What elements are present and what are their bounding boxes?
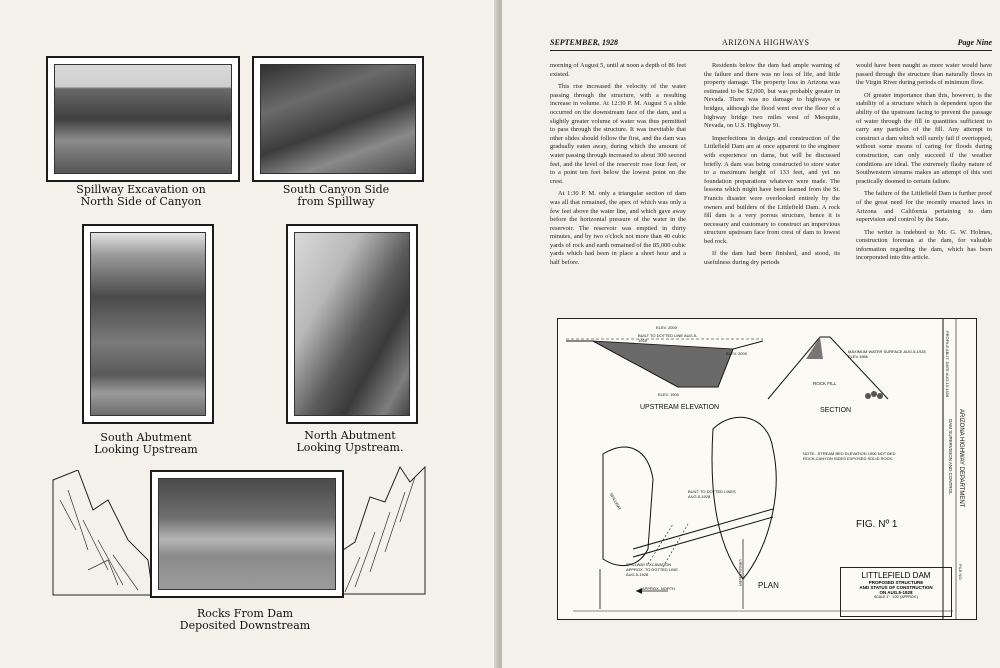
built-to-dotted-label: BUILT TO DOTTED LINE AUG.5-1928 — [638, 333, 698, 343]
spillway-excavation-label: SPILLWAY EXCAVATION APPROX. TO DOTTED LINE AUG.5-1928 — [626, 562, 678, 577]
drawing-subtitle-1: PROPOSED STRUCTURE — [868, 580, 924, 585]
paragraph: At 1:30 P. M. only a triangular section of dam was all that remained, the apex of which was only a few feet above the water line, and which gave away before the horizontal pressure of the water in the reservoir. The reservoir was emptied in thirty minutes, and by two o'clock not more than 40 cubic yards of rock and earth remained of the 85,000 cubic yards which had been in place a short hour and a half before. — [550, 190, 686, 267]
header-magazine: ARIZONA HIGHWAYS — [722, 38, 810, 47]
paragraph: The writer is indebted to Mr. G. W. Holmes, construction foreman at the dam, for valuable information regarding the dam, which has been incorporated into this article. — [856, 228, 992, 262]
department-label: ARIZONA HIGHWAY DEPARTMENT — [958, 409, 964, 508]
article-column-2 — [704, 62, 840, 272]
paragraph: The failure of the Littlefield Dam is further proof of the great need for the recently enacted laws in Arizona and California pertaining to dam supervision and control by the State. — [856, 190, 992, 224]
paragraph: Imperfections in design and construction of the Littlefield Dam are at once apparent to the engineer with experience on dams, but will be discussed briefly. A dam was being constructed to store water to a maximum height of 133 feet, and yet no foundation preparations whatever were made. The lessons which might have been learned from the St. Francis disaster were overlooked entirely by the owners and builders of the Littlefield Dam. A rock fill dam is a very porous structure, hence it is necessary and customary to construct an impervious structure upstream face from crest of dam to lowest bed rock. — [704, 134, 840, 245]
photo-north-abutment — [286, 224, 418, 424]
profile-side-note: PROFILE ABUT. DATE AUG.15-1928 — [945, 331, 950, 398]
caption-spillway — [46, 184, 236, 208]
virgin-river-label: VIRGIN RIVER — [738, 559, 743, 587]
file-number-label: FILE NO. — [958, 564, 963, 581]
page-header — [550, 38, 992, 51]
caption-line: North Abutment — [304, 429, 396, 442]
article-column-3 — [856, 62, 992, 267]
paragraph: morning of August 5, until at noon a depth of 86 feet existed. — [550, 62, 686, 78]
caption-line: Rocks From Dam — [196, 607, 294, 620]
paragraph: Of greater importance than this, however, is the stability of a structure which is dependent upon the ability of the upstream facing to prevent the passage of water through the fill in quantities sufficient to carry any particles of the fill. Any attempt to construct a dam which will surely fail if overtopped, without some means of caring for floods during construction, can only succeed if the weather conditions are ideal. The extremely flashy nature of Southwestern streams makes an attempt of this sort practically doomed to certain failure. — [856, 91, 992, 185]
caption-south-abutment — [70, 432, 222, 456]
paragraph: would have been naught as more water would have passed through the structure than naturally flows in the Virgin River during periods of minimum flow. — [856, 62, 992, 87]
plan-title: PLAN — [758, 581, 779, 590]
elev-1900-label: ELEV. 1900 — [658, 392, 679, 397]
canyon-sketch-right — [330, 462, 430, 600]
left-page — [0, 0, 498, 668]
header-date: SEPTEMBER, 1928 — [550, 38, 619, 47]
canyon-sketch-left — [48, 470, 158, 600]
caption-line: South Canyon Side — [282, 183, 390, 196]
caption-north-abutment — [274, 430, 426, 454]
rock-fill-label: ROCK FILL — [813, 381, 837, 386]
paragraph: Residents below the dam had ample warning of the failure and there was no loss of life, and little property damage. The property loss in Arizona was estimated to be $2,000, but was probably greater in Nevada. There was no damage to highways or bridges, although the flood went over the floor of a highway bridge two miles west of Mesquite, Nevada, on U.S. Highway 91. — [704, 62, 840, 130]
drawing-subtitle-2: AND STATUS OF CONSTRUCTION — [859, 585, 933, 590]
header-page: Page Nine — [957, 38, 992, 47]
caption-line: Deposited Downstream — [179, 619, 311, 632]
right-page — [502, 0, 1000, 668]
section-title: SECTION — [820, 407, 852, 414]
elev-top-label: ELEV. 2000 — [656, 325, 677, 330]
note-label: NOTE:- STREAM BED ELEVATION 1900 NOT BED ROCK,CANYON SIDES EXPOSED SOLID ROCK. — [803, 451, 896, 461]
article-column-1 — [550, 62, 686, 272]
drawing-subtitle-3: ON AUG.5-1928 — [879, 590, 913, 595]
department-sub-label: DAM SUPERVISION AND CONTROL — [948, 419, 953, 495]
caption-line: North Side of Canyon — [80, 195, 202, 208]
dam-drawing — [557, 318, 977, 620]
photo-south-canyon — [252, 56, 424, 182]
photo-south-abutment — [82, 224, 214, 424]
max-water-label: MAXIMUM WATER SURFACE AUG.5-1928 ELEV.1986 — [848, 349, 926, 359]
spillway-label: SPILLWAY — [608, 491, 623, 512]
caption-line: Looking Upstream — [94, 443, 198, 456]
drawing-scale: SCALE 1" - 100' (APPROX.) — [873, 595, 919, 599]
paragraph: If the dam had been finished, and stood, its usefulness during dry periods — [704, 250, 840, 267]
elev-2000-label: ELEV. 2000 — [726, 351, 747, 356]
figure-number: FIG. Nº 1 — [856, 519, 898, 530]
caption-south-canyon — [252, 184, 420, 208]
drawing-title: LITTLEFIELD DAM — [861, 571, 931, 580]
caption-line: from Spillway — [297, 195, 375, 208]
approx-north-label: APPROX. NORTH — [642, 586, 676, 591]
photo-spillway-excavation — [46, 56, 240, 182]
caption-line: Spillway Excavation on — [76, 183, 206, 196]
photo-rocks-from-dam — [150, 470, 344, 598]
upstream-elevation-title: UPSTREAM ELEVATION — [640, 404, 720, 411]
built-plan-label: BUILT TO DOTTED LINES AUG.5-1928 — [688, 489, 736, 499]
caption-rocks — [150, 608, 340, 632]
drawing-title-block — [840, 567, 952, 617]
paragraph: This rise increased the velocity of the water passing through the structure, with a resulting increase in volume. At 12:30 P. M. August 5 a slide occurred on the downstream face of the dam, and a slightly greater volume of water was thus permitted to pass through the structure. It was inevitable that other slides should follow the first, and the dam was gradually eaten away, during which the amount of water passing through increased to about 300 second feet, and the level of the reservoir rose four feet, or to a point ten feet below the lowest point on the crest. — [550, 83, 686, 185]
caption-line: South Abutment — [100, 431, 192, 444]
caption-line: Looking Upstream. — [296, 441, 404, 454]
